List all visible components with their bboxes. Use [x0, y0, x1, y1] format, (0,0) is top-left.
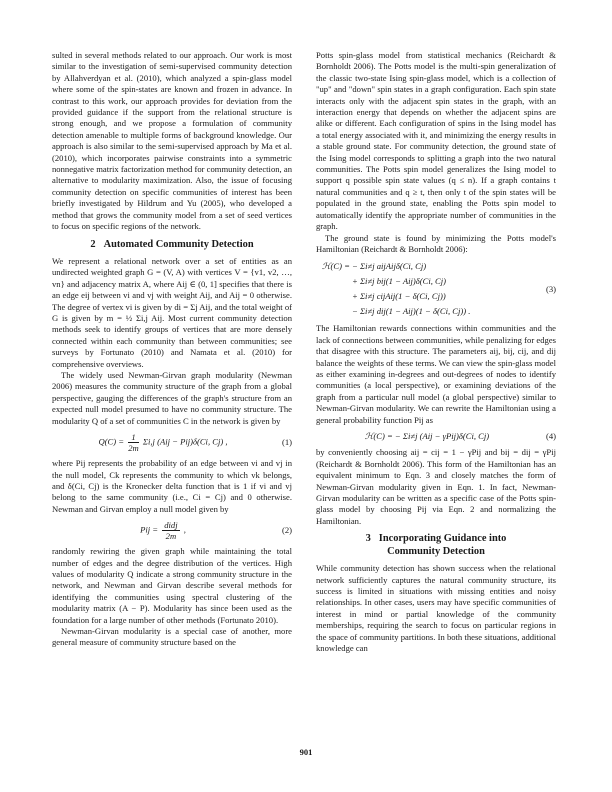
paragraph: The widely used Newman-Girvan graph modularity (Newman 2006) measures the community structure of the graph from a global perspective, gauging the differences of the graph's structure from an expected null model presumed to have no community structure. The modularity Q of a set of communities C in the network is given by: [52, 370, 292, 426]
paragraph: by conveniently choosing aij = cij = 1 − γPij and bij = dij = γPij (Reichardt & Bornholdt 2006). This form of the Hamiltonian has an equivalent minimum to Eqn. 3 and closely matches the form of Newman-Girvan modularity given in Eqn. 1. In fact, Newman-Girvan modularity can be written as a specific case of the Potts spin-glass model by choosing Pij via Eqn. 2 and normalizing the Hamiltonian.: [316, 447, 556, 526]
section-title: Incorporating Guidance into: [378, 533, 507, 545]
fraction: [162, 520, 179, 541]
equation-body: ℋ(C) = − Σi≠j (Aij − γPij)δ(Ci, Cj): [364, 430, 490, 441]
equation-2: [52, 520, 292, 541]
paragraph: The Hamiltonian rewards connections within communities and the lack of connections between communities, while penalizing for edges that disagree with this structure. The parameters aij, bij, cij, and dij balance the weights of these terms. We can view the spin-glass model as either examining in-degrees and out-degrees of nodes to identify communities (a local perspective), or examining deviations of the graph from a particular null model (a global perspective) similar to Newman-Girvan modularity. We can rewrite the Hamiltonian using a general probability function Pij as: [316, 323, 556, 425]
paragraph: While community detection has shown success when the relational network sufficiently captures the natural community structure, its success is limited in situations with missing entities and noisy relationships. In other cases, users may have specific communities of interest in mind or partial knowledge of the community memberships, requiring the search to focus on particular regions in the space of community partitions. In both these situations, additional knowledge can: [316, 563, 556, 654]
equation-line: + Σi≠j bij(1 − Aij)δ(Ci, Cj): [352, 276, 447, 287]
fraction-numerator: didj: [164, 520, 178, 531]
equation-number: (1): [281, 436, 292, 447]
equation-number: (3): [545, 283, 556, 294]
equation-number: (2): [281, 524, 292, 535]
section-heading: [52, 239, 292, 252]
paragraph: Newman-Girvan modularity is a special case of another, more general measure of community structure based on the: [52, 625, 292, 648]
equation-line: + Σi≠j cijAij(1 − δ(Ci, Cj)): [352, 291, 446, 302]
summation: Σi,j: [142, 436, 155, 447]
paragraph: randomly rewiring the given graph while maintaining the total number of edges and the degree distribution of the vertices. High values of modularity Q indicate a strong community structure in the network, and Newman and Girvan describe several methods for identifying the communities using spectral clustering of the modularity matrix (A − P). Modularity has since been used as the foundation for a large number of other methods (Fortunato 2010).: [52, 546, 292, 625]
fraction-numerator: 1: [128, 432, 139, 443]
equation-number: (4): [545, 430, 556, 441]
paragraph: sulted in several methods related to our approach. Our work is most similar to the investigation of semi-supervised community detection by Allahverdyan et al. (2010), which analyzed a spin-glass model where some of the spin-states are known and frozen in advance. In contrast to this work, our approach provides for deviation from the provided guidance if the support from the relational structure is strong enough, and we propose a formulation of community detection amenable to multiple forms of background knowledge. Our approach is also similar to the semi-supervised approach by Ma et al. (2010), which incorporates pairwise constraints into a symmetric nonnegative matrix factorization method for community detection, an alternative to modularity maximization. Also, the issue of focusing community detection on specific communities of interest has been briefly investigated by Hildrum and Yu (2005), who developed a method that grows the community model from a set of seed vertices to focus on specific regions of the network.: [52, 50, 292, 232]
equation-1: [52, 432, 292, 453]
equation-3: [316, 259, 556, 319]
paragraph: The ground state is found by minimizing the Potts model's Hamiltonian (Reichardt & Bornholdt 2006):: [316, 232, 556, 254]
section-heading: [316, 533, 556, 558]
page-number: 901: [299, 747, 313, 757]
equation-4: [316, 431, 556, 442]
equation-rhs: ,: [183, 524, 186, 535]
fraction-denominator: 2m: [128, 443, 139, 454]
equation-rhs: (Aij − Pij)δ(Ci, Cj) ,: [157, 436, 228, 447]
fraction: [128, 432, 139, 453]
equation-lhs: Q(C) =: [98, 436, 125, 447]
fraction-denominator: 2m: [165, 531, 177, 542]
section-title-continued: Community Detection: [387, 545, 485, 557]
left-column: [52, 50, 292, 649]
equation-line: − Σi≠j dij(1 − Aij)(1 − δ(Ci, Cj)) .: [352, 306, 471, 317]
section-number: 2: [90, 238, 96, 250]
paragraph: Potts spin-glass model from statistical mechanics (Reichardt & Bornholdt 2006). The Potts model is the multi-spin generalization of the classic two-state Ising spin-glass model, which is a collection of "up" and "down" spin states in a graph configuration. Each spin state interacts only with the adjacent spin states in the graph, with an interaction energy that depends on whether the adjacent spins are alike or different. Each configuration of spins in the Ising model has a total energy associated with it, and minimizing the energy results in a stable ground state. For community detection, the ground state of the Ising model corresponds to splitting a graph into the two natural communities. The Potts spin model generalizes the Ising model to support q possible spin state values (q ≤ n). If a graph contains t natural communities and q ≥ t, then only t of the spin states will be populated in the ground state, enabling the Potts spin model to automatically identify the appropriate number of communities in the graph.: [316, 50, 556, 232]
section-title: Automated Community Detection: [103, 238, 254, 250]
section-number: 3: [365, 533, 371, 545]
paragraph: where Pij represents the probability of an edge between vi and vj in the null model, Ck represents the community to which vk belongs, and δ(Ci, Cj) is the Kronecker delta function that is 1 if vi and vj belong to the same community (i.e., Ci = Cj) and 0 otherwise. Newman and Girvan employ a null model given by: [52, 458, 292, 514]
right-column: [316, 50, 556, 654]
paragraph: We represent a relational network over a set of entities as an undirected weighted graph G = (V, A) with vertices V = {v1, v2, …, vn} and adjacency matrix A, where Aij ∈ (0, 1] specifies that there is an edge eij between vi and vj with weight Aij, and Aij = 0 otherwise. The degree of vertex vi is given by di = Σj Aij, and the total weight of G is given by m = ½ Σi,j Aij. Most current community detection methods seek to identify groups of vertices that are more densely connected within each community than between communities; see surveys by Fortunato (2010) and Namata et al. (2010) for comprehensive overviews.: [52, 256, 292, 369]
equation-line: ℋ(C) = − Σi≠j aijAijδ(Ci, Cj): [322, 261, 427, 272]
equation-lhs: Pij =: [140, 524, 159, 535]
